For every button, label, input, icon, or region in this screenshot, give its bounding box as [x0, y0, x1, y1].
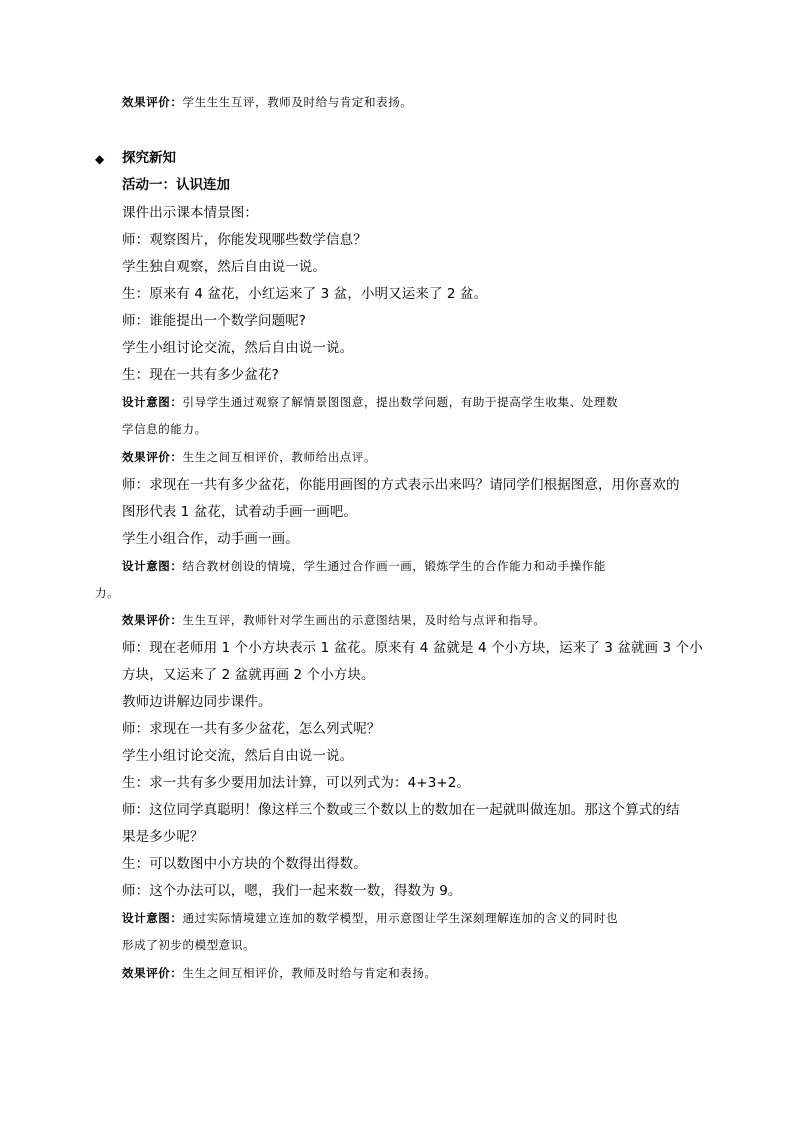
evaluation-paragraph — [122, 452, 376, 464]
evaluation-text: 生生之间互相评价，教师给出点评。 — [182, 450, 377, 464]
paragraph: 学生小组讨论交流，然后自由说一说。 — [122, 340, 354, 356]
paragraph: 生：现在一共有多少盆花? — [122, 367, 279, 383]
evaluation-paragraph — [122, 97, 412, 109]
paragraph: 师：现在老师用 1 个小方块表示 1 盆花。原来有 4 盆就是 4 个小方块，运来了 3 盆就画 3 个小 — [122, 640, 703, 656]
paragraph: 生：求一共有多少要用加法计算，可以列式为：4+3+2。 — [122, 775, 471, 791]
design-intent-label: 设计意图： — [122, 395, 183, 409]
paragraph: 师：求现在一共有多少盆花，怎么列式呢？ — [122, 721, 381, 737]
design-intent-text: 通过实际情境建立连加的数学模型，用示意图让学生深刻理解连加的含义的同时也 — [182, 911, 619, 925]
paragraph: 生：可以数图中小方块的个数得出得数。 — [122, 856, 367, 872]
paragraph: 师：求现在一共有多少盆花，你能用画图的方式表示出来吗？请同学们根据图意，用你喜欢的 — [122, 477, 680, 493]
paragraph: 教师边讲解边同步课件。 — [122, 694, 272, 710]
paragraph: 生：原来有 4 盆花，小红运来了 3 盆，小明又运来了 2 盆。 — [122, 286, 488, 302]
evaluation-text: 生生互评，教师针对学生画出的示意图结果，及时给与点评和指导。 — [182, 613, 546, 627]
design-intent-label: 设计意图： — [122, 911, 183, 925]
paragraph: 课件出示课本情景图： — [122, 205, 258, 221]
design-intent-paragraph — [122, 397, 618, 409]
paragraph: 学生小组合作，动手画一画。 — [122, 531, 299, 547]
activity-heading: 活动一：认识连加 — [122, 177, 230, 193]
section-heading: 探究新知 — [122, 150, 176, 166]
design-intent-text: 引导学生通过观察了解情景图图意，提出数学问题，有助于提高学生收集、处理数 — [182, 395, 619, 409]
paragraph: 学生独自观察，然后自由说一说。 — [122, 259, 326, 275]
evaluation-paragraph — [122, 615, 546, 627]
evaluation-label: 效果评价： — [122, 613, 183, 627]
paragraph: 师：观察图片，你能发现哪些数学信息？ — [122, 232, 367, 248]
design-intent-label: 设计意图： — [122, 559, 183, 573]
design-intent-paragraph — [122, 561, 606, 573]
evaluation-text: 生生之间互相评价，教师及时给与肯定和表扬。 — [182, 966, 437, 980]
paragraph-continued: 方块，又运来了 2 盆就再画 2 个小方块。 — [122, 667, 375, 683]
evaluation-label: 效果评价： — [122, 450, 183, 464]
evaluation-text: 学生生生互评，教师及时给与肯定和表扬。 — [182, 95, 413, 109]
diamond-bullet-icon: ◆ — [95, 152, 105, 166]
paragraph: 师：谁能提出一个数学问题呢? — [122, 313, 307, 329]
design-intent-text-continued: 形成了初步的模型意识。 — [122, 938, 256, 952]
evaluation-label: 效果评价： — [122, 95, 183, 109]
evaluation-label: 效果评价： — [122, 966, 183, 980]
paragraph: 学生小组讨论交流，然后自由说一说。 — [122, 748, 354, 764]
paragraph-continued: 图形代表 1 盆花，试着动手画一画吧。 — [122, 504, 358, 520]
paragraph: 师：这个办法可以，嗯，我们一起来数一数，得数为 9。 — [122, 883, 462, 899]
paragraph: 师：这位同学真聪明！像这样三个数或三个数以上的数加在一起就叫做连加。那这个算式的结 — [122, 802, 680, 818]
evaluation-paragraph — [122, 968, 437, 980]
design-intent-text-continued: 力。 — [95, 586, 120, 600]
design-intent-text-continued: 学信息的能力。 — [122, 422, 207, 436]
paragraph-continued: 果是多少呢？ — [122, 829, 204, 845]
design-intent-paragraph — [122, 913, 618, 925]
design-intent-text: 结合教材创设的情境，学生通过合作画一画，锻炼学生的合作能力和动手操作能 — [182, 559, 606, 573]
